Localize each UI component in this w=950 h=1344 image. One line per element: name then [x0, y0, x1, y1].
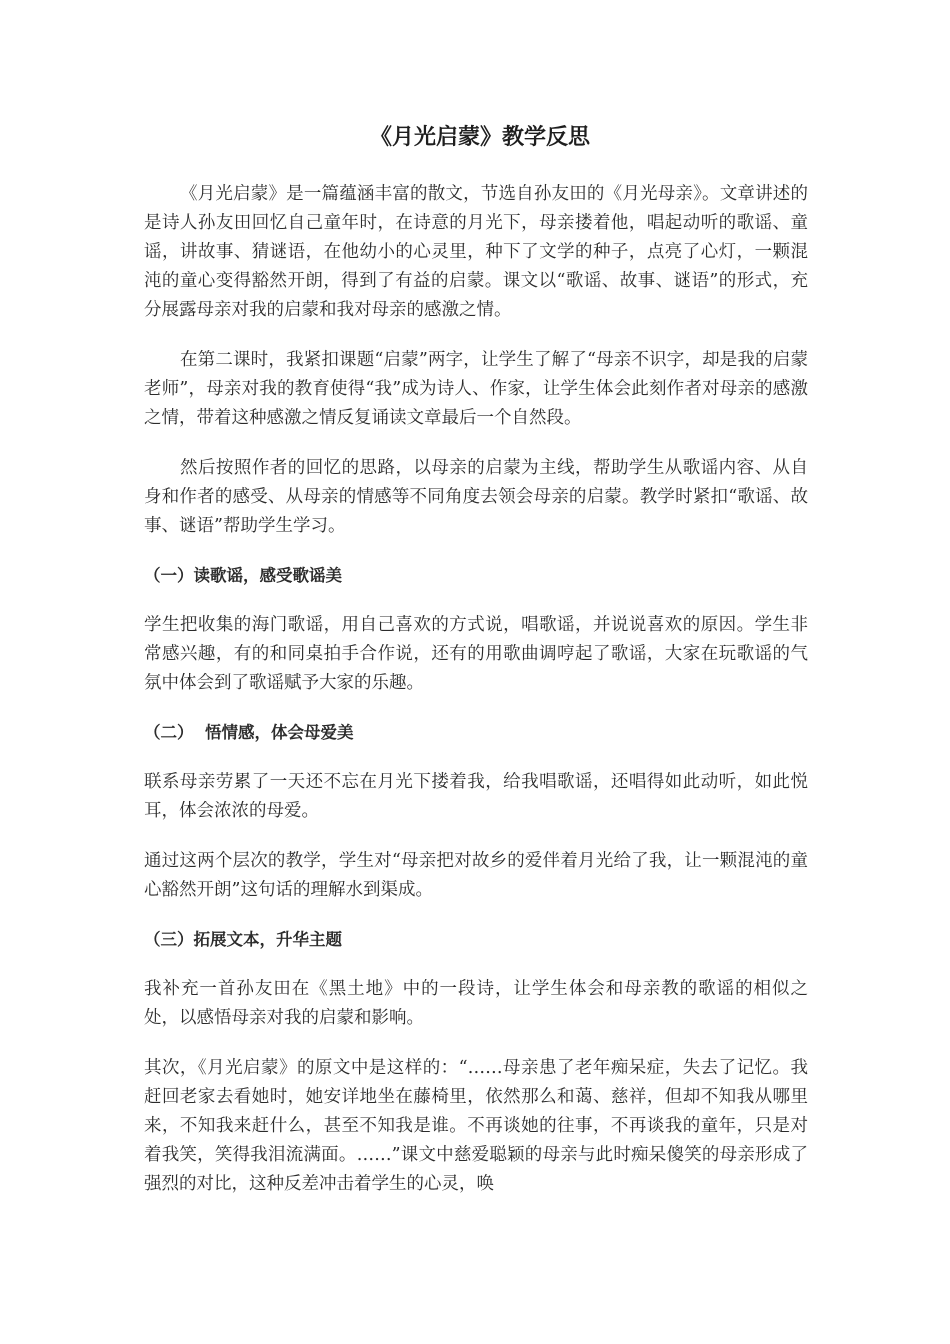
paragraph-second-lesson: 在第二课时，我紧扣课题“启蒙”两字，让学生了解了“母亲不识字，却是我的启蒙老师”，母亲对我的教育使得“我”成为诗人、作家，让学生体会此刻作者对母亲的感激之情，带着这种感激之情反复诵读文章最后一个自然段。 — [144, 350, 808, 428]
paragraph-original-text: 其次，《月光启蒙》的原文中是这样的：“……母亲患了老年痴呆症，失去了记忆。我赶回老家去看她时，她安详地坐在藤椅里，依然那么和蔼、慈祥，但却不知我从哪里来，不知我来赶什么，甚至不知我是谁。不再谈她的往事，不再谈我的童年，只是对着我笑，笑得我泪流满面。……”课文中慈爱聪颖的母亲与此时痴呆傻笑的母亲形成了强烈的对比，这种反差冲击着学生的心灵，唤 — [144, 1058, 808, 1194]
document-page — [144, 122, 808, 1220]
paragraph-mother-love: 联系母亲劳累了一天还不忘在月光下搂着我，给我唱歌谣，还唱得如此动听，如此悦耳，体会浓浓的母爱。 — [144, 772, 808, 821]
section-heading-2: （二） 悟情感，体会母爱美 — [144, 723, 354, 742]
paragraph-teaching-approach: 然后按照作者的回忆的思路，以母亲的启蒙为主线，帮助学生从歌谣内容、从自身和作者的感受、从母亲的情感等不同角度去领会母亲的启蒙。教学时紧扣“歌谣、故事、谜语”帮助学生学习。 — [144, 458, 808, 536]
section-heading-3: （三）拓展文本，升华主题 — [144, 930, 342, 949]
paragraph-ballads: 学生把收集的海门歌谣，用自己喜欢的方式说，唱歌谣，并说说喜欢的原因。学生非常感兴趣，有的和同桌拍手合作说，还有的用歌曲调哼起了歌谣，大家在玩歌谣的气氛中体会到了歌谣赋予大家的乐趣。 — [144, 615, 808, 693]
paragraph-two-levels: 通过这两个层次的教学，学生对“母亲把对故乡的爱伴着月光给了我，让一颗混沌的童心豁然开朗”这句话的理解水到渠成。 — [144, 851, 808, 900]
document-title: 《月光启蒙》教学反思 — [369, 124, 590, 150]
paragraph-intro: 《月光启蒙》是一篇蕴涵丰富的散文，节选自孙友田的《月光母亲》。文章讲述的是诗人孙友田回忆自己童年时，在诗意的月光下，母亲搂着他，唱起动听的歌谣、童谣，讲故事、猜谜语，在他幼小的心灵里，种下了文学的种子，点亮了心灯，一颗混沌的童心变得豁然开朗，得到了有益的启蒙。课文以“歌谣、故事、谜语”的形式，充分展露母亲对我的启蒙和我对母亲的感激之情。 — [144, 184, 808, 320]
paragraph-black-earth: 我补充一首孙友田在《黑土地》中的一段诗，让学生体会和母亲教的歌谣的相似之处，以感悟母亲对我的启蒙和影响。 — [144, 979, 808, 1028]
section-heading-1: （一）读歌谣，感受歌谣美 — [144, 566, 342, 585]
